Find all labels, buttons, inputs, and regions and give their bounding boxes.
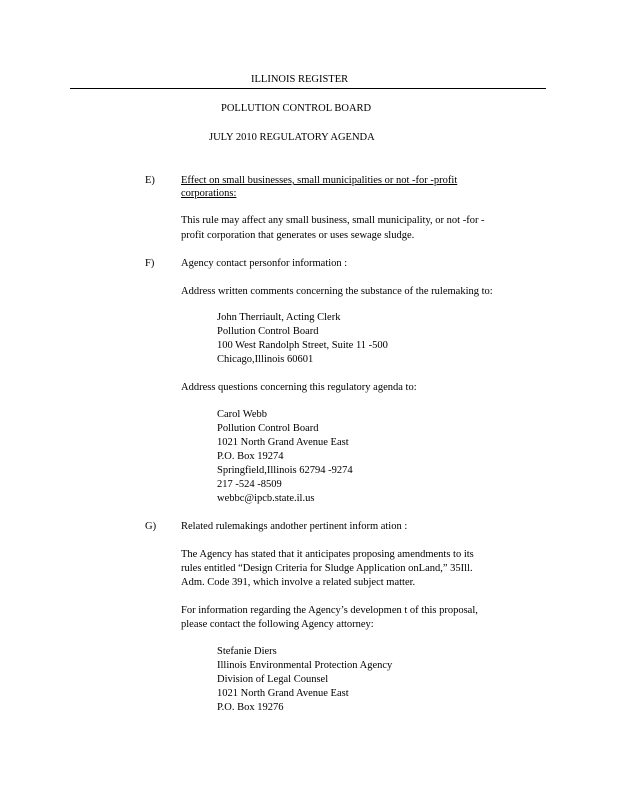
contact3-line: P.O. Box 19276: [217, 702, 284, 713]
section-g-p2-line1: For information regarding the Agency’s developmen t of this proposal,: [181, 605, 478, 616]
section-e-body-line2: profit corporation that generates or uses sewage sludge.: [181, 230, 415, 241]
contact3-line: Illinois Environmental Protection Agency: [217, 660, 393, 671]
contact2-line: 1021 North Grand Avenue East: [217, 437, 349, 448]
contact3-line: Division of Legal Counsel: [217, 674, 329, 685]
contact2-line: Carol Webb: [217, 409, 267, 420]
contact2-line: Pollution Control Board: [217, 423, 319, 434]
contact1-line: Chicago,Illinois 60601: [217, 354, 314, 365]
contact2-line: P.O. Box 19274: [217, 451, 284, 462]
contact1-line: 100 West Randolph Street, Suite 11 -500: [217, 340, 388, 351]
header-rule: [70, 88, 546, 89]
section-g-p1-line1: The Agency has stated that it anticipates proposing amendments to its: [181, 549, 474, 560]
contact3-line: 1021 North Grand Avenue East: [217, 688, 349, 699]
contact1-line: John Therriault, Acting Clerk: [217, 312, 341, 323]
contact2-line: 217 -524 -8509: [217, 479, 282, 490]
contact1-line: Pollution Control Board: [217, 326, 319, 337]
section-f-intro1: Address written comments concerning the substance of the rulemaking to:: [181, 286, 493, 297]
section-g-title: Related rulemakings andother pertinent inform ation :: [181, 521, 408, 532]
section-e-title-line1: Effect on small businesses, small municipalities or not -for -profit: [181, 175, 458, 186]
section-g-p1-line3: Adm. Code 391, which involve a related subject matter.: [181, 577, 416, 588]
section-g-marker: G): [145, 521, 157, 532]
section-e-title-line2: corporations:: [181, 188, 237, 199]
section-f-marker: F): [145, 258, 155, 269]
agenda-title: JULY 2010 REGULATORY AGENDA: [209, 132, 375, 143]
contact2-line: Springfield,Illinois 62794 -9274: [217, 465, 353, 476]
section-e-body-line1: This rule may affect any small business, small municipality, or not -for -: [181, 215, 485, 226]
board-title: POLLUTION CONTROL BOARD: [221, 103, 372, 114]
section-f-title: Agency contact personfor information :: [181, 258, 348, 269]
section-g-p2-line2: please contact the following Agency attorney:: [181, 619, 374, 630]
contact2-email: webbc@ipcb.state.il.us: [217, 493, 315, 504]
section-f-intro2: Address questions concerning this regulatory agenda to:: [181, 382, 417, 393]
register-title: ILLINOIS REGISTER: [251, 74, 349, 85]
section-g-p1-line2: rules entitled “Design Criteria for Sludge Application onLand,” 35Ill.: [181, 563, 473, 574]
section-e-marker: E): [145, 175, 155, 186]
contact3-line: Stefanie Diers: [217, 646, 277, 657]
